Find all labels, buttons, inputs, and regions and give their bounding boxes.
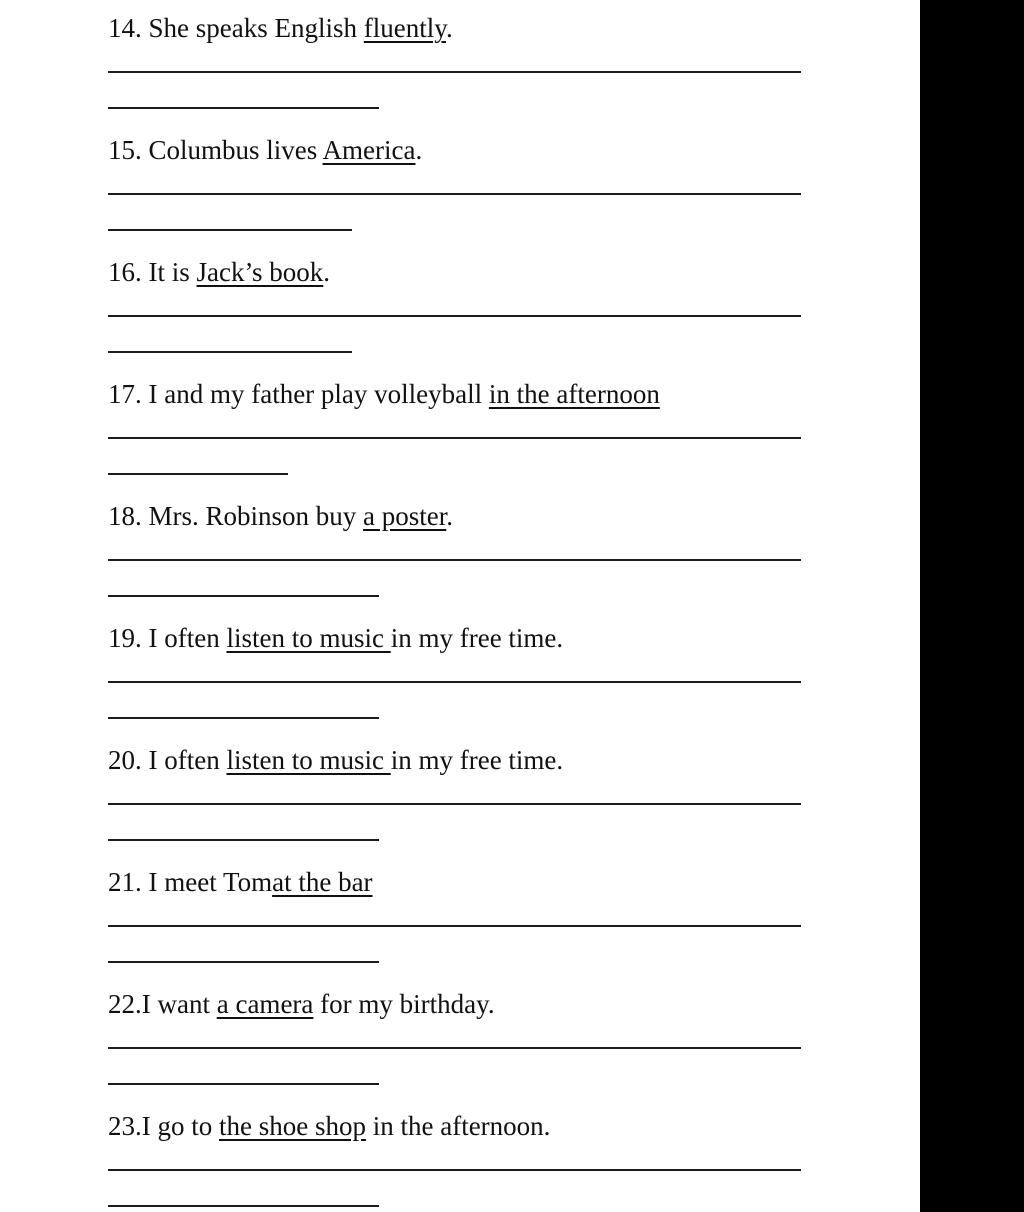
answer-line-continuation[interactable] (108, 961, 379, 963)
sentence-end: . (445, 13, 453, 43)
answer-line-continuation[interactable] (108, 229, 352, 231)
underlined-phrase: listen to music (226, 745, 391, 775)
item-number: 22. (108, 989, 142, 1019)
item-number: 17. (108, 379, 149, 409)
exercise-item-14 (108, 12, 808, 44)
exercise-sentence (108, 622, 808, 654)
exercise-sentence (108, 744, 808, 776)
exercise-item-23 (108, 1110, 808, 1142)
exercise-item-22 (108, 988, 808, 1020)
sentence-text: I often (148, 623, 227, 653)
sentence-text: Columbus lives (148, 135, 323, 165)
exercise-sentence (108, 378, 808, 410)
underlined-phrase: the shoe shop (219, 1111, 366, 1141)
exercise-item-21 (108, 866, 808, 898)
item-number: 18. (108, 501, 149, 531)
answer-line-continuation[interactable] (108, 595, 379, 597)
item-number: 23. (108, 1111, 142, 1141)
underlined-phrase: at the bar (272, 867, 373, 897)
sentence-end: in the afternoon. (365, 1111, 551, 1141)
exercise-sentence (108, 866, 808, 898)
underlined-phrase: America (322, 135, 416, 165)
exercise-item-16 (108, 256, 808, 288)
answer-line[interactable] (108, 1169, 801, 1171)
sentence-text: She speaks English (148, 13, 364, 43)
sentence-end: for my birthday. (313, 989, 495, 1019)
answer-line[interactable] (108, 803, 801, 805)
answer-line[interactable] (108, 925, 801, 927)
sentence-text: Mrs. Robinson buy (148, 501, 364, 531)
exercise-item-20 (108, 744, 808, 776)
exercise-sentence (108, 1110, 808, 1142)
item-number: 16. (108, 257, 149, 287)
exercise-sentence (108, 256, 808, 288)
sentence-end: in my free time. (390, 745, 564, 775)
answer-line-continuation[interactable] (108, 473, 288, 475)
underlined-phrase: fluently (363, 13, 446, 43)
item-number: 14. (108, 13, 149, 43)
answer-line-continuation[interactable] (108, 1205, 379, 1207)
item-number: 21. (108, 867, 149, 897)
answer-line[interactable] (108, 559, 801, 561)
answer-line-continuation[interactable] (108, 839, 379, 841)
answer-line[interactable] (108, 681, 801, 683)
sentence-text: I meet Tom (148, 867, 273, 897)
answer-line-continuation[interactable] (108, 1083, 379, 1085)
exercise-item-18 (108, 500, 808, 532)
sentence-end: . (446, 501, 454, 531)
item-number: 20. (108, 745, 149, 775)
item-number: 19. (108, 623, 149, 653)
sentence-end: . (415, 135, 423, 165)
underlined-phrase: Jack’s book (196, 257, 324, 287)
sentence-text: I and my father play volleyball (148, 379, 489, 409)
item-number: 15. (108, 135, 149, 165)
underlined-phrase: a poster (363, 501, 447, 531)
sentence-end: in my free time. (390, 623, 564, 653)
answer-line-continuation[interactable] (108, 351, 352, 353)
answer-line[interactable] (108, 193, 801, 195)
exercise-item-15 (108, 134, 808, 166)
exercise-sentence (108, 988, 808, 1020)
exercise-sentence (108, 134, 808, 166)
answer-line-continuation[interactable] (108, 107, 379, 109)
exercise-item-19 (108, 622, 808, 654)
black-side-margin (920, 0, 1024, 1212)
sentence-text: I go to (141, 1111, 219, 1141)
sentence-text: It is (148, 257, 197, 287)
answer-line[interactable] (108, 315, 801, 317)
exercise-sentence (108, 12, 808, 44)
underlined-phrase: in the afternoon (488, 379, 660, 409)
answer-line-continuation[interactable] (108, 717, 379, 719)
sentence-text: I want (141, 989, 217, 1019)
answer-line[interactable] (108, 71, 801, 73)
exercise-item-17 (108, 378, 808, 410)
exercise-sentence (108, 500, 808, 532)
underlined-phrase: listen to music (226, 623, 391, 653)
sentence-end: . (323, 257, 330, 287)
answer-line[interactable] (108, 437, 801, 439)
sentence-text: I often (148, 745, 227, 775)
underlined-phrase: a camera (216, 989, 314, 1019)
answer-line[interactable] (108, 1047, 801, 1049)
